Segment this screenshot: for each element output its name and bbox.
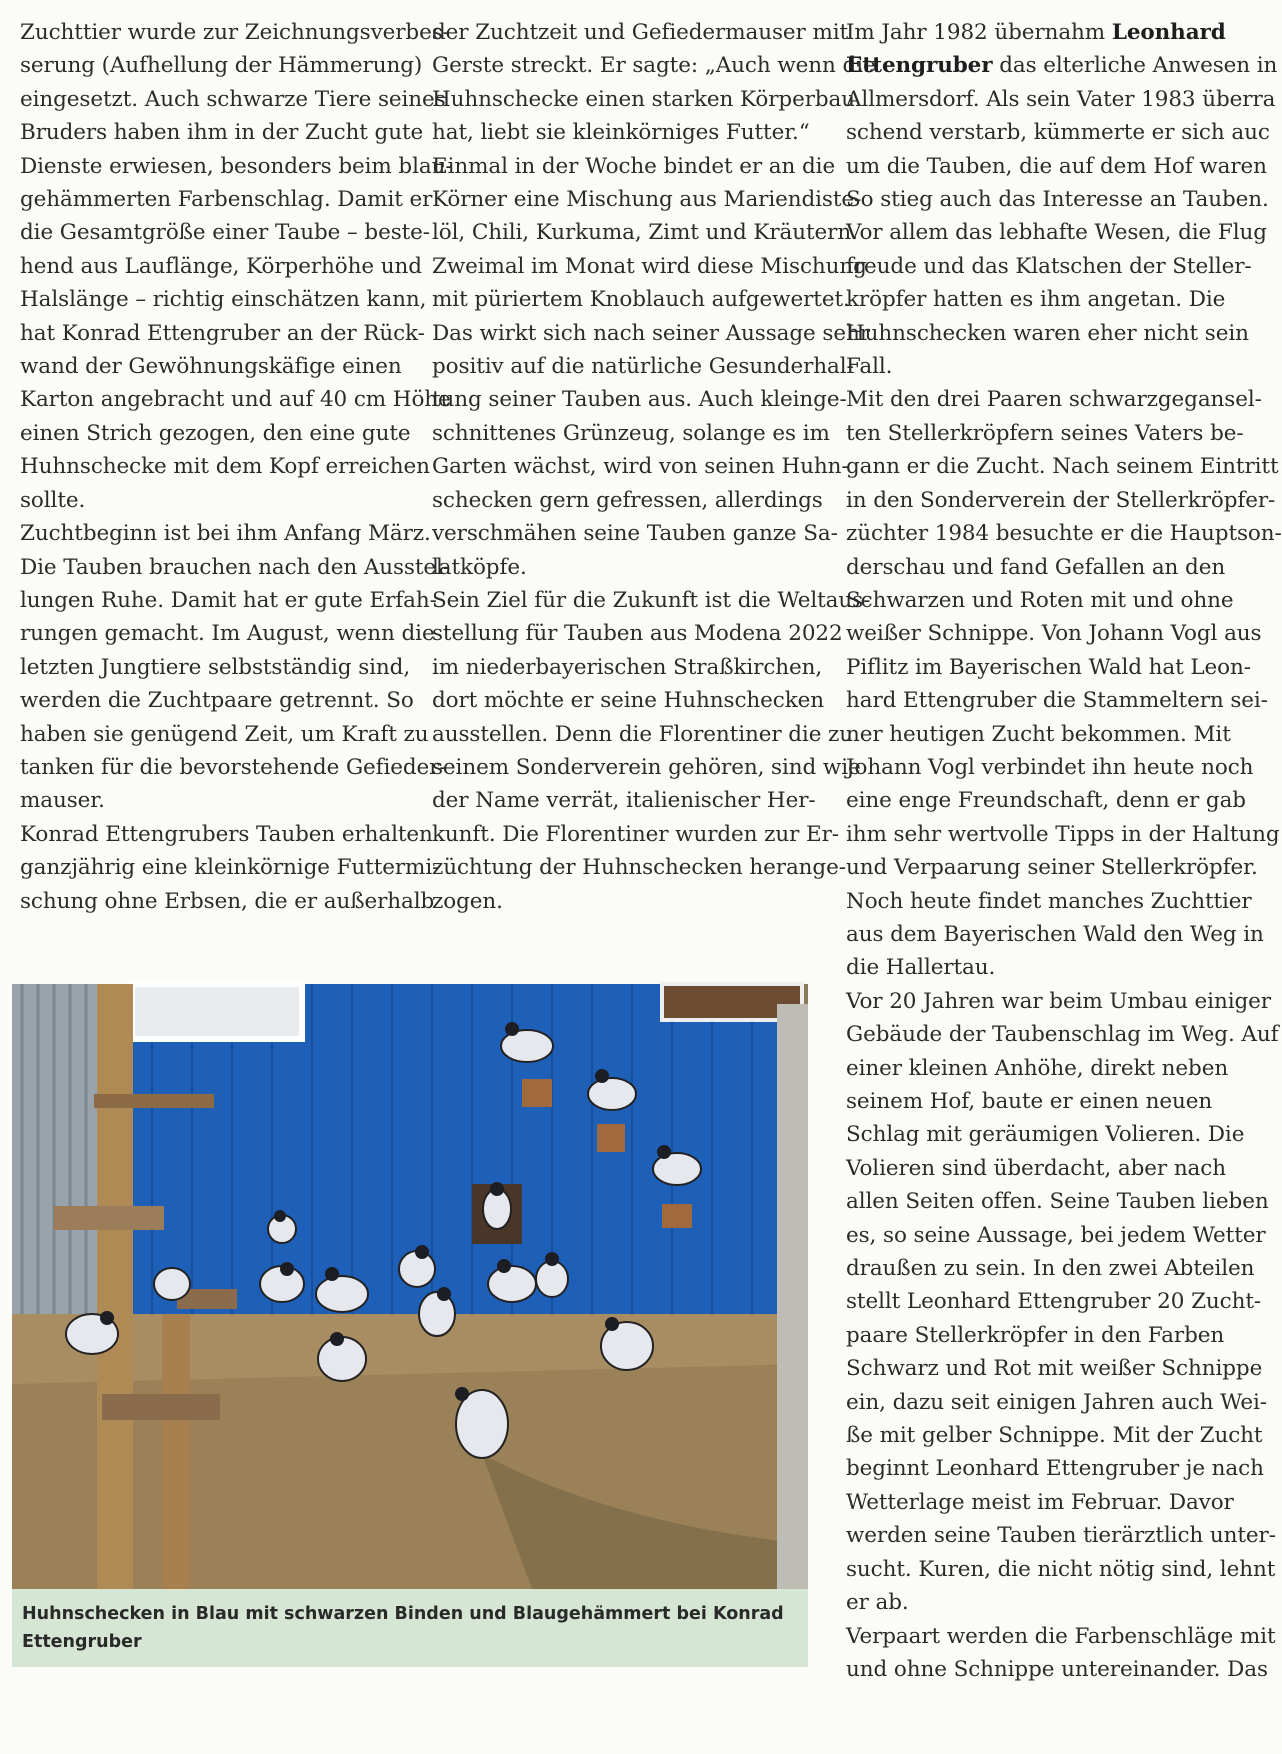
column-2-line: dort möchte er seine Huhnschecken	[432, 688, 825, 714]
column-3-line: Piflitz im Bayerischen Wald hat Leon-	[846, 654, 1251, 680]
column-1-line: gehämmerten Farbenschlag. Damit er	[20, 187, 433, 213]
pigeon-aviary-photo	[12, 984, 808, 1589]
column-2-line: löl, Chili, Kurkuma, Zimt und Kräutern.	[432, 220, 858, 246]
column-1-line: Karton angebracht und auf 40 cm Höhe	[20, 387, 451, 413]
column-2-line: Einmal in der Woche bindet er an die	[432, 153, 836, 179]
text-column-3	[846, 16, 1282, 1686]
column-3-line: um die Tauben, die auf dem Hof waren	[846, 153, 1267, 179]
column-2-line: mit püriertem Knoblauch aufgewertet.	[432, 287, 850, 313]
column-3-line: beginnt Leonhard Ettengruber je nach	[846, 1456, 1264, 1482]
column-2-line: Körner eine Mischung aus Mariendiste-	[432, 187, 862, 213]
column-2-line: Gerste streckt. Er sagte: „Auch wenn die	[432, 53, 876, 79]
column-2-line: der Zuchtzeit und Gefiedermauser mit	[432, 20, 849, 45]
column-2-line: seinem Sonderverein gehören, sind wie	[432, 754, 861, 780]
column-3-line: derschau und fand Gefallen an den	[846, 554, 1226, 580]
column-3-line: weißer Schnippe. Von Johann Vogl aus	[846, 621, 1262, 647]
column-1-line: eingesetzt. Auch schwarze Tiere seines	[20, 86, 446, 112]
column-3-line: Vor 20 Jahren war beim Umbau einiger	[846, 988, 1271, 1014]
column-3-line: Schlag mit geräumigen Volieren. Die	[846, 1122, 1245, 1148]
column-2-line: kunft. Die Florentiner wurden zur Er-	[432, 821, 839, 847]
column-2-line: schnittenes Grünzeug, solange es im	[432, 420, 830, 446]
column-3-line: Wetterlage meist im Februar. Davor	[846, 1489, 1234, 1515]
column-3-line: Fall.	[846, 354, 893, 380]
column-3-line: züchter 1984 besuchte er die Hauptson-	[846, 521, 1282, 547]
column-3-line: ße mit gelber Schnippe. Mit der Zucht	[846, 1423, 1263, 1449]
column-3-line: hard Ettengruber die Stammeltern sei-	[846, 688, 1268, 714]
column-2-line: züchtung der Huhnschecken herange-	[432, 855, 846, 881]
column-3-line: stellt Leonhard Ettengruber 20 Zucht-	[846, 1289, 1262, 1315]
column-3-line: einer kleinen Anhöhe, direkt neben	[846, 1055, 1229, 1081]
column-3-line: ihm sehr wertvolle Tipps in der Haltung	[846, 821, 1280, 847]
column-2-line: Zweimal im Monat wird diese Mischung	[432, 253, 867, 279]
column-1-line: letzten Jungtiere selbstständig sind,	[20, 654, 411, 680]
column-3-line: Schwarzen und Roten mit und ohne	[846, 587, 1234, 613]
column-3-line: Allmersdorf. Als sein Vater 1983 überra	[846, 86, 1276, 112]
column-3-line: schend verstarb, kümmerte er sich auc	[846, 120, 1270, 146]
column-1-line: sollte.	[20, 487, 86, 513]
column-1-line: mauser.	[20, 788, 105, 814]
column-1-line: Die Tauben brauchen nach den Ausstel-	[20, 554, 450, 580]
column-3-line: Schwarz und Rot mit weißer Schnippe	[846, 1356, 1263, 1382]
column-3-line: paare Stellerkröpfer in den Farben	[846, 1322, 1225, 1348]
column-2-line: zogen.	[432, 888, 503, 914]
column-1-line: serung (Aufhellung der Hämmerung)	[20, 53, 423, 79]
column-3-line: Huhnschecken waren eher nicht sein	[846, 320, 1249, 346]
column-3-line: Mit den drei Paaren schwarzgegansel-	[846, 387, 1262, 413]
column-3-line: die Hallertau.	[846, 955, 996, 981]
column-1-line: Bruders haben ihm in der Zucht gute	[20, 120, 424, 146]
column-3-line: in den Sonderverein der Stellerkröpfer-	[846, 487, 1276, 513]
column-3-line: Ettengruber das elterliche Anwesen in	[846, 53, 1278, 79]
column-1-line: Huhnschecke mit dem Kopf erreichen	[20, 454, 430, 480]
column-2-line: verschmähen seine Tauben ganze Sa-	[432, 521, 838, 547]
photo-caption: Huhnschecken in Blau mit schwarzen Binden und Blaugehämmert bei Konrad Ettengruber	[12, 1589, 808, 1667]
column-2-line: stellung für Tauben aus Modena 2022	[432, 621, 843, 647]
column-2-line: Huhnschecke einen starken Körperbau	[432, 86, 856, 112]
column-3-line: freude und das Klatschen der Steller-	[846, 253, 1252, 279]
column-3-line: aus dem Bayerischen Wald den Weg in	[846, 921, 1264, 947]
column-2-line: im niederbayerischen Straßkirchen,	[432, 654, 823, 680]
column-3-line: ein, dazu seit einigen Jahren auch Wei-	[846, 1389, 1267, 1415]
column-3-line: Verpaart werden die Farbenschläge mit	[846, 1623, 1276, 1649]
column-1-line: werden die Zuchtpaare getrennt. So	[20, 688, 414, 714]
column-1-line: Konrad Ettengrubers Tauben erhalten	[20, 821, 433, 847]
column-1-line: hat Konrad Ettengruber an der Rück-	[20, 320, 425, 346]
column-1-line: Dienste erwiesen, besonders beim blau-	[20, 153, 453, 179]
column-3-line: seinem Hof, baute er einen neuen	[846, 1089, 1213, 1114]
column-2-line: Das wirkt sich nach seiner Aussage sehr	[432, 320, 870, 346]
column-1-line: Zuchttier wurde zur Zeichnungsverbes-	[20, 20, 450, 45]
column-2-line: latköpfe.	[432, 554, 527, 580]
column-2-line: Garten wächst, wird von seinen Huhn-	[432, 454, 849, 480]
column-2-line: hat, liebt sie kleinkörniges Futter.“	[432, 120, 810, 146]
column-2-line: ausstellen. Denn die Florentiner die zu	[432, 721, 854, 747]
column-1-line: ganzjährig eine kleinkörnige Futtermi-	[20, 855, 440, 881]
column-3-line: und Verpaarung seiner Stellerkröpfer.	[846, 855, 1258, 881]
column-3-line: sucht. Kuren, die nicht nötig sind, lehnt	[846, 1556, 1276, 1582]
column-2-line: schecken gern gefressen, allerdings	[432, 487, 823, 513]
column-3-line: Johann Vogl verbindet ihn heute noch	[846, 754, 1254, 780]
column-3-line: Noch heute findet manches Zuchttier	[846, 888, 1252, 914]
column-1-line: die Gesamtgröße einer Taube – beste-	[20, 220, 430, 246]
column-3-line: und ohne Schnippe untereinander. Das	[846, 1656, 1268, 1682]
column-3-line: gann er die Zucht. Nach seinem Eintritt	[846, 454, 1279, 480]
column-2-line: der Name verrät, italienischer Her-	[432, 788, 816, 814]
column-1-line: rungen gemacht. Im August, wenn die	[20, 621, 435, 647]
column-3-line: allen Seiten offen. Seine Tauben lieben	[846, 1189, 1269, 1215]
column-3-line: es, so seine Aussage, bei jedem Wetter	[846, 1222, 1266, 1248]
column-1-line: wand der Gewöhnungskäfige einen	[20, 354, 402, 380]
column-3-line: So stieg auch das Interesse an Tauben.	[846, 187, 1269, 213]
column-3-line: Vor allem das lebhafte Wesen, die Flug	[846, 220, 1267, 246]
column-1-line: Halslänge – richtig einschätzen kann,	[20, 287, 427, 313]
column-1-line: lungen Ruhe. Damit hat er gute Erfah-	[20, 587, 437, 613]
column-1-line: einen Strich gezogen, den eine gute	[20, 420, 411, 446]
column-2-line: Sein Ziel für die Zukunft ist die Weltaus-	[432, 587, 871, 613]
column-3-line: werden seine Tauben tierärztlich unter-	[846, 1523, 1276, 1549]
column-3-line: ten Stellerkröpfern seines Vaters be-	[846, 420, 1244, 446]
text-column-1	[20, 16, 453, 918]
column-3-line: draußen zu sein. In den zwei Abteilen	[846, 1256, 1255, 1282]
column-3-line: ner heutigen Zucht bekommen. Mit	[846, 721, 1231, 747]
column-1-line: schung ohne Erbsen, die er außerhalb	[20, 888, 435, 914]
column-3-line: Volieren sind überdacht, aber nach	[846, 1155, 1226, 1181]
column-3-line: kröpfer hatten es ihm angetan. Die	[846, 287, 1226, 313]
column-3-line: Im Jahr 1982 übernahm Leonhard	[846, 20, 1226, 45]
column-3-line: eine enge Freundschaft, denn er gab	[846, 788, 1246, 814]
column-3-line: er ab.	[846, 1590, 909, 1616]
column-1-line: hend aus Lauflänge, Körperhöhe und	[20, 253, 422, 279]
column-1-line: tanken für die bevorstehende Gefieder-	[20, 754, 447, 780]
column-2-line: positiv auf die natürliche Gesunderhal-	[432, 354, 854, 380]
column-2-line: tung seiner Tauben aus. Auch kleinge-	[432, 387, 847, 413]
column-1-line: Zuchtbeginn ist bei ihm Anfang März.	[20, 521, 431, 547]
column-3-line: Gebäude der Taubenschlag im Weg. Auf	[846, 1022, 1279, 1048]
column-1-line: haben sie genügend Zeit, um Kraft zu	[20, 721, 429, 747]
